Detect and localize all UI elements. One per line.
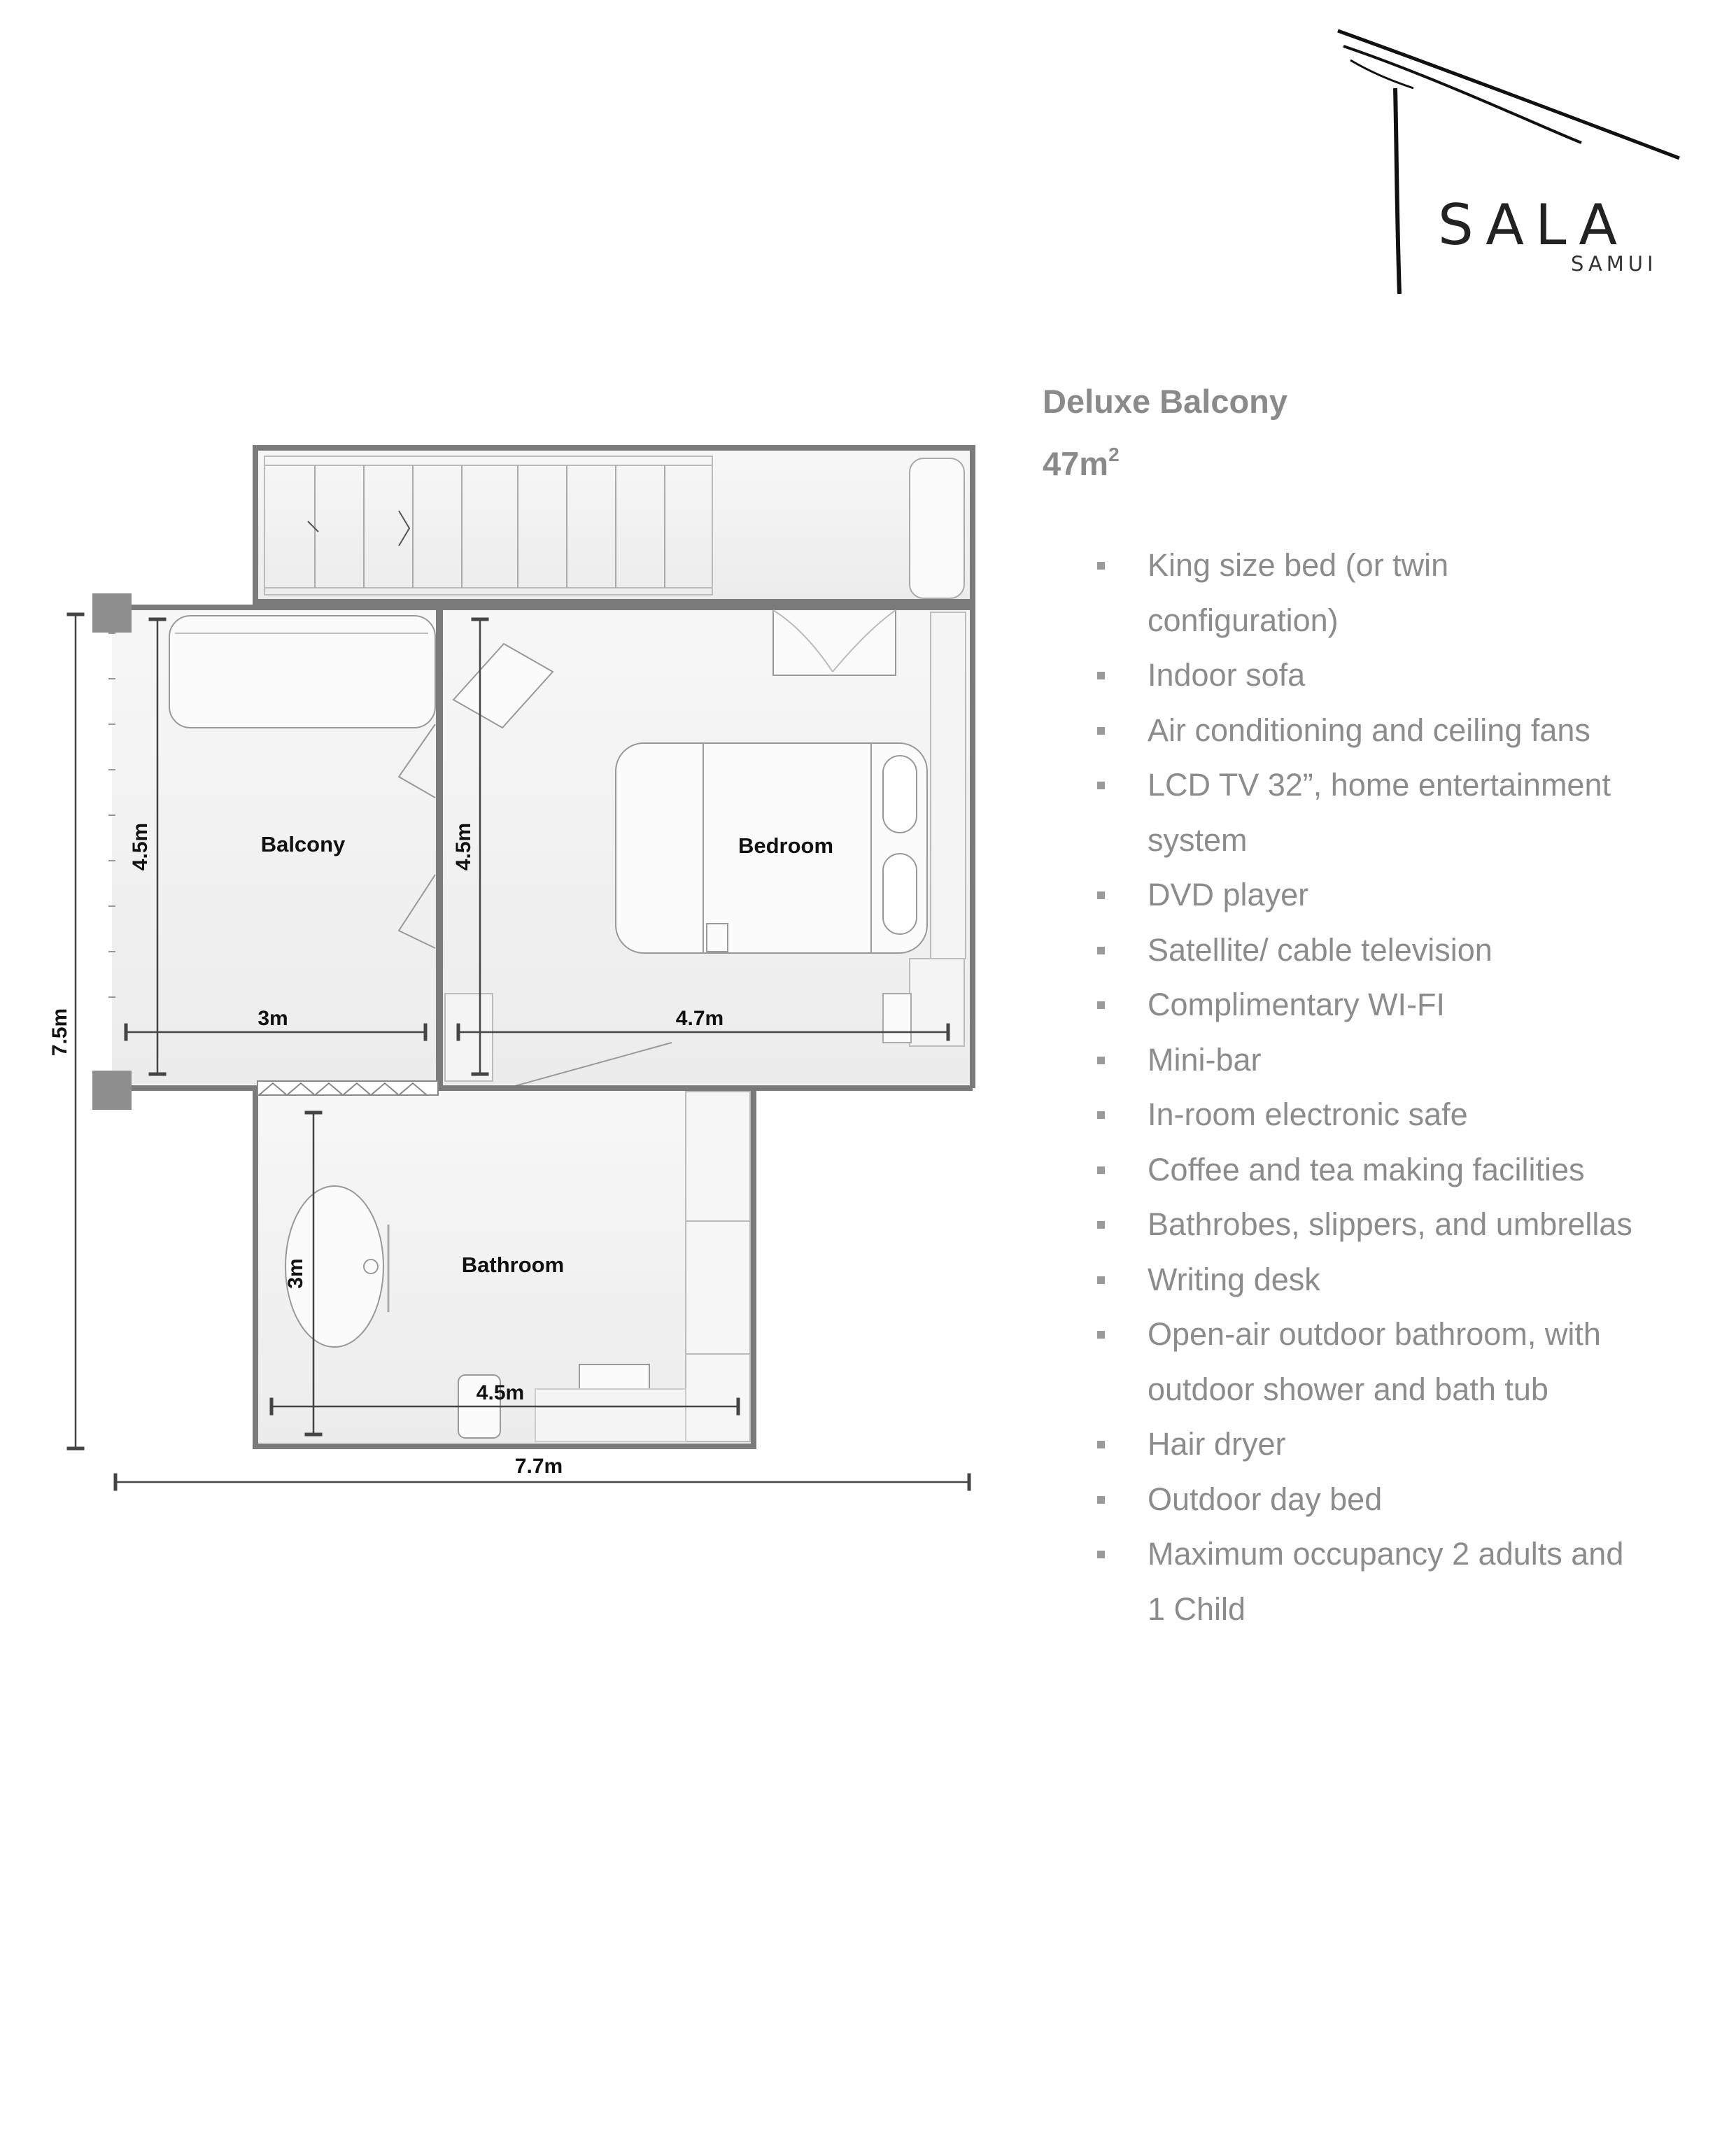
feature-text-line: Air conditioning and ceiling fans bbox=[1148, 712, 1590, 748]
feature-item bbox=[1043, 1197, 1686, 1253]
feature-text-line: 1 Child bbox=[1148, 1591, 1246, 1627]
feature-item bbox=[1043, 1143, 1686, 1198]
bullet-icon bbox=[1097, 562, 1105, 570]
feature-item bbox=[1043, 1253, 1686, 1308]
room-label-balcony: Balcony bbox=[260, 832, 346, 856]
feature-item bbox=[1043, 648, 1686, 703]
bullet-icon bbox=[1097, 891, 1105, 899]
feature-text-line: Indoor sofa bbox=[1148, 657, 1306, 693]
feature-text-line: Open-air outdoor bathroom, with bbox=[1148, 1316, 1601, 1352]
features-list bbox=[1043, 538, 1686, 1637]
feature-item bbox=[1043, 758, 1686, 868]
bullet-icon bbox=[1097, 727, 1105, 735]
feature-item bbox=[1043, 1087, 1686, 1143]
feature-text-line: Coffee and tea making facilities bbox=[1148, 1151, 1585, 1187]
dim-label-bathroom-depth: 3m bbox=[284, 1258, 307, 1289]
feature-text-line: LCD TV 32”, home entertainment bbox=[1148, 767, 1611, 803]
dim-label-bathroom-width: 4.5m bbox=[476, 1381, 525, 1404]
bullet-icon bbox=[1097, 1221, 1105, 1229]
bullet-icon bbox=[1097, 1276, 1105, 1284]
feature-text-line: Satellite/ cable television bbox=[1148, 931, 1492, 968]
feature-text-line: Mini-bar bbox=[1148, 1041, 1262, 1078]
dim-label-total-depth: 7.5m bbox=[48, 1008, 71, 1057]
bullet-icon bbox=[1097, 1057, 1105, 1064]
feature-text-line: Complimentary WI-FI bbox=[1148, 987, 1446, 1022]
feature-item bbox=[1043, 538, 1686, 648]
room-info bbox=[1043, 378, 1686, 1637]
feature-item bbox=[1043, 1033, 1686, 1088]
feature-text-line: outdoor shower and bath tub bbox=[1148, 1371, 1548, 1407]
stair-area bbox=[255, 448, 973, 602]
feature-text-line: configuration) bbox=[1148, 602, 1339, 638]
feature-text-line: Bathrobes, slippers, and umbrellas bbox=[1148, 1206, 1632, 1242]
sala-samui-logo bbox=[1329, 21, 1693, 301]
feature-item bbox=[1043, 1307, 1686, 1417]
room-area-unit-power: 2 bbox=[1108, 444, 1120, 465]
bullet-icon bbox=[1097, 1551, 1105, 1558]
room-label-bathroom: Bathroom bbox=[461, 1253, 565, 1277]
dim-label-balcony-width: 3m bbox=[257, 1007, 288, 1030]
feature-item bbox=[1043, 703, 1686, 759]
room-label-bedroom: Bedroom bbox=[738, 833, 834, 858]
bullet-icon bbox=[1097, 1111, 1105, 1119]
dim-label-bedroom-width: 4.7m bbox=[675, 1007, 724, 1030]
feature-text-line: Hair dryer bbox=[1148, 1426, 1286, 1462]
bullet-icon bbox=[1097, 1001, 1105, 1009]
room-title: Deluxe Balcony bbox=[1043, 383, 1288, 420]
bullet-icon bbox=[1097, 947, 1105, 954]
brand-name: SALA bbox=[1438, 192, 1629, 258]
feature-item bbox=[1043, 923, 1686, 978]
feature-text-line: In-room electronic safe bbox=[1148, 1096, 1468, 1132]
feature-text-line: Maximum occupancy 2 adults and bbox=[1148, 1536, 1624, 1572]
feature-text-line: DVD player bbox=[1148, 877, 1309, 912]
floor-plan bbox=[0, 420, 1015, 1525]
feature-text-line: Outdoor day bed bbox=[1148, 1481, 1383, 1517]
floor-plan-drawing bbox=[0, 420, 1015, 1525]
bullet-icon bbox=[1097, 782, 1105, 789]
feature-item bbox=[1043, 1527, 1686, 1637]
bullet-icon bbox=[1097, 1166, 1105, 1174]
dim-label-balcony-depth: 4.5m bbox=[129, 822, 152, 871]
feature-text-line: King size bed (or twin bbox=[1148, 547, 1449, 583]
brand-subtitle: SAMUI bbox=[1571, 252, 1658, 276]
bullet-icon bbox=[1097, 1441, 1105, 1448]
room-area bbox=[1043, 431, 1686, 488]
feature-text-line: system bbox=[1148, 821, 1248, 858]
bullet-icon bbox=[1097, 1331, 1105, 1339]
bullet-icon bbox=[1097, 1496, 1105, 1504]
dim-label-total-width: 7.7m bbox=[514, 1455, 563, 1478]
bullet-icon bbox=[1097, 672, 1105, 679]
feature-item bbox=[1043, 1472, 1686, 1528]
room-area-value: 47m bbox=[1043, 445, 1109, 482]
feature-item bbox=[1043, 978, 1686, 1033]
dim-label-bedroom-depth: 4.5m bbox=[452, 822, 475, 871]
feature-item bbox=[1043, 1417, 1686, 1472]
feature-item bbox=[1043, 868, 1686, 923]
feature-text-line: Writing desk bbox=[1148, 1261, 1320, 1297]
